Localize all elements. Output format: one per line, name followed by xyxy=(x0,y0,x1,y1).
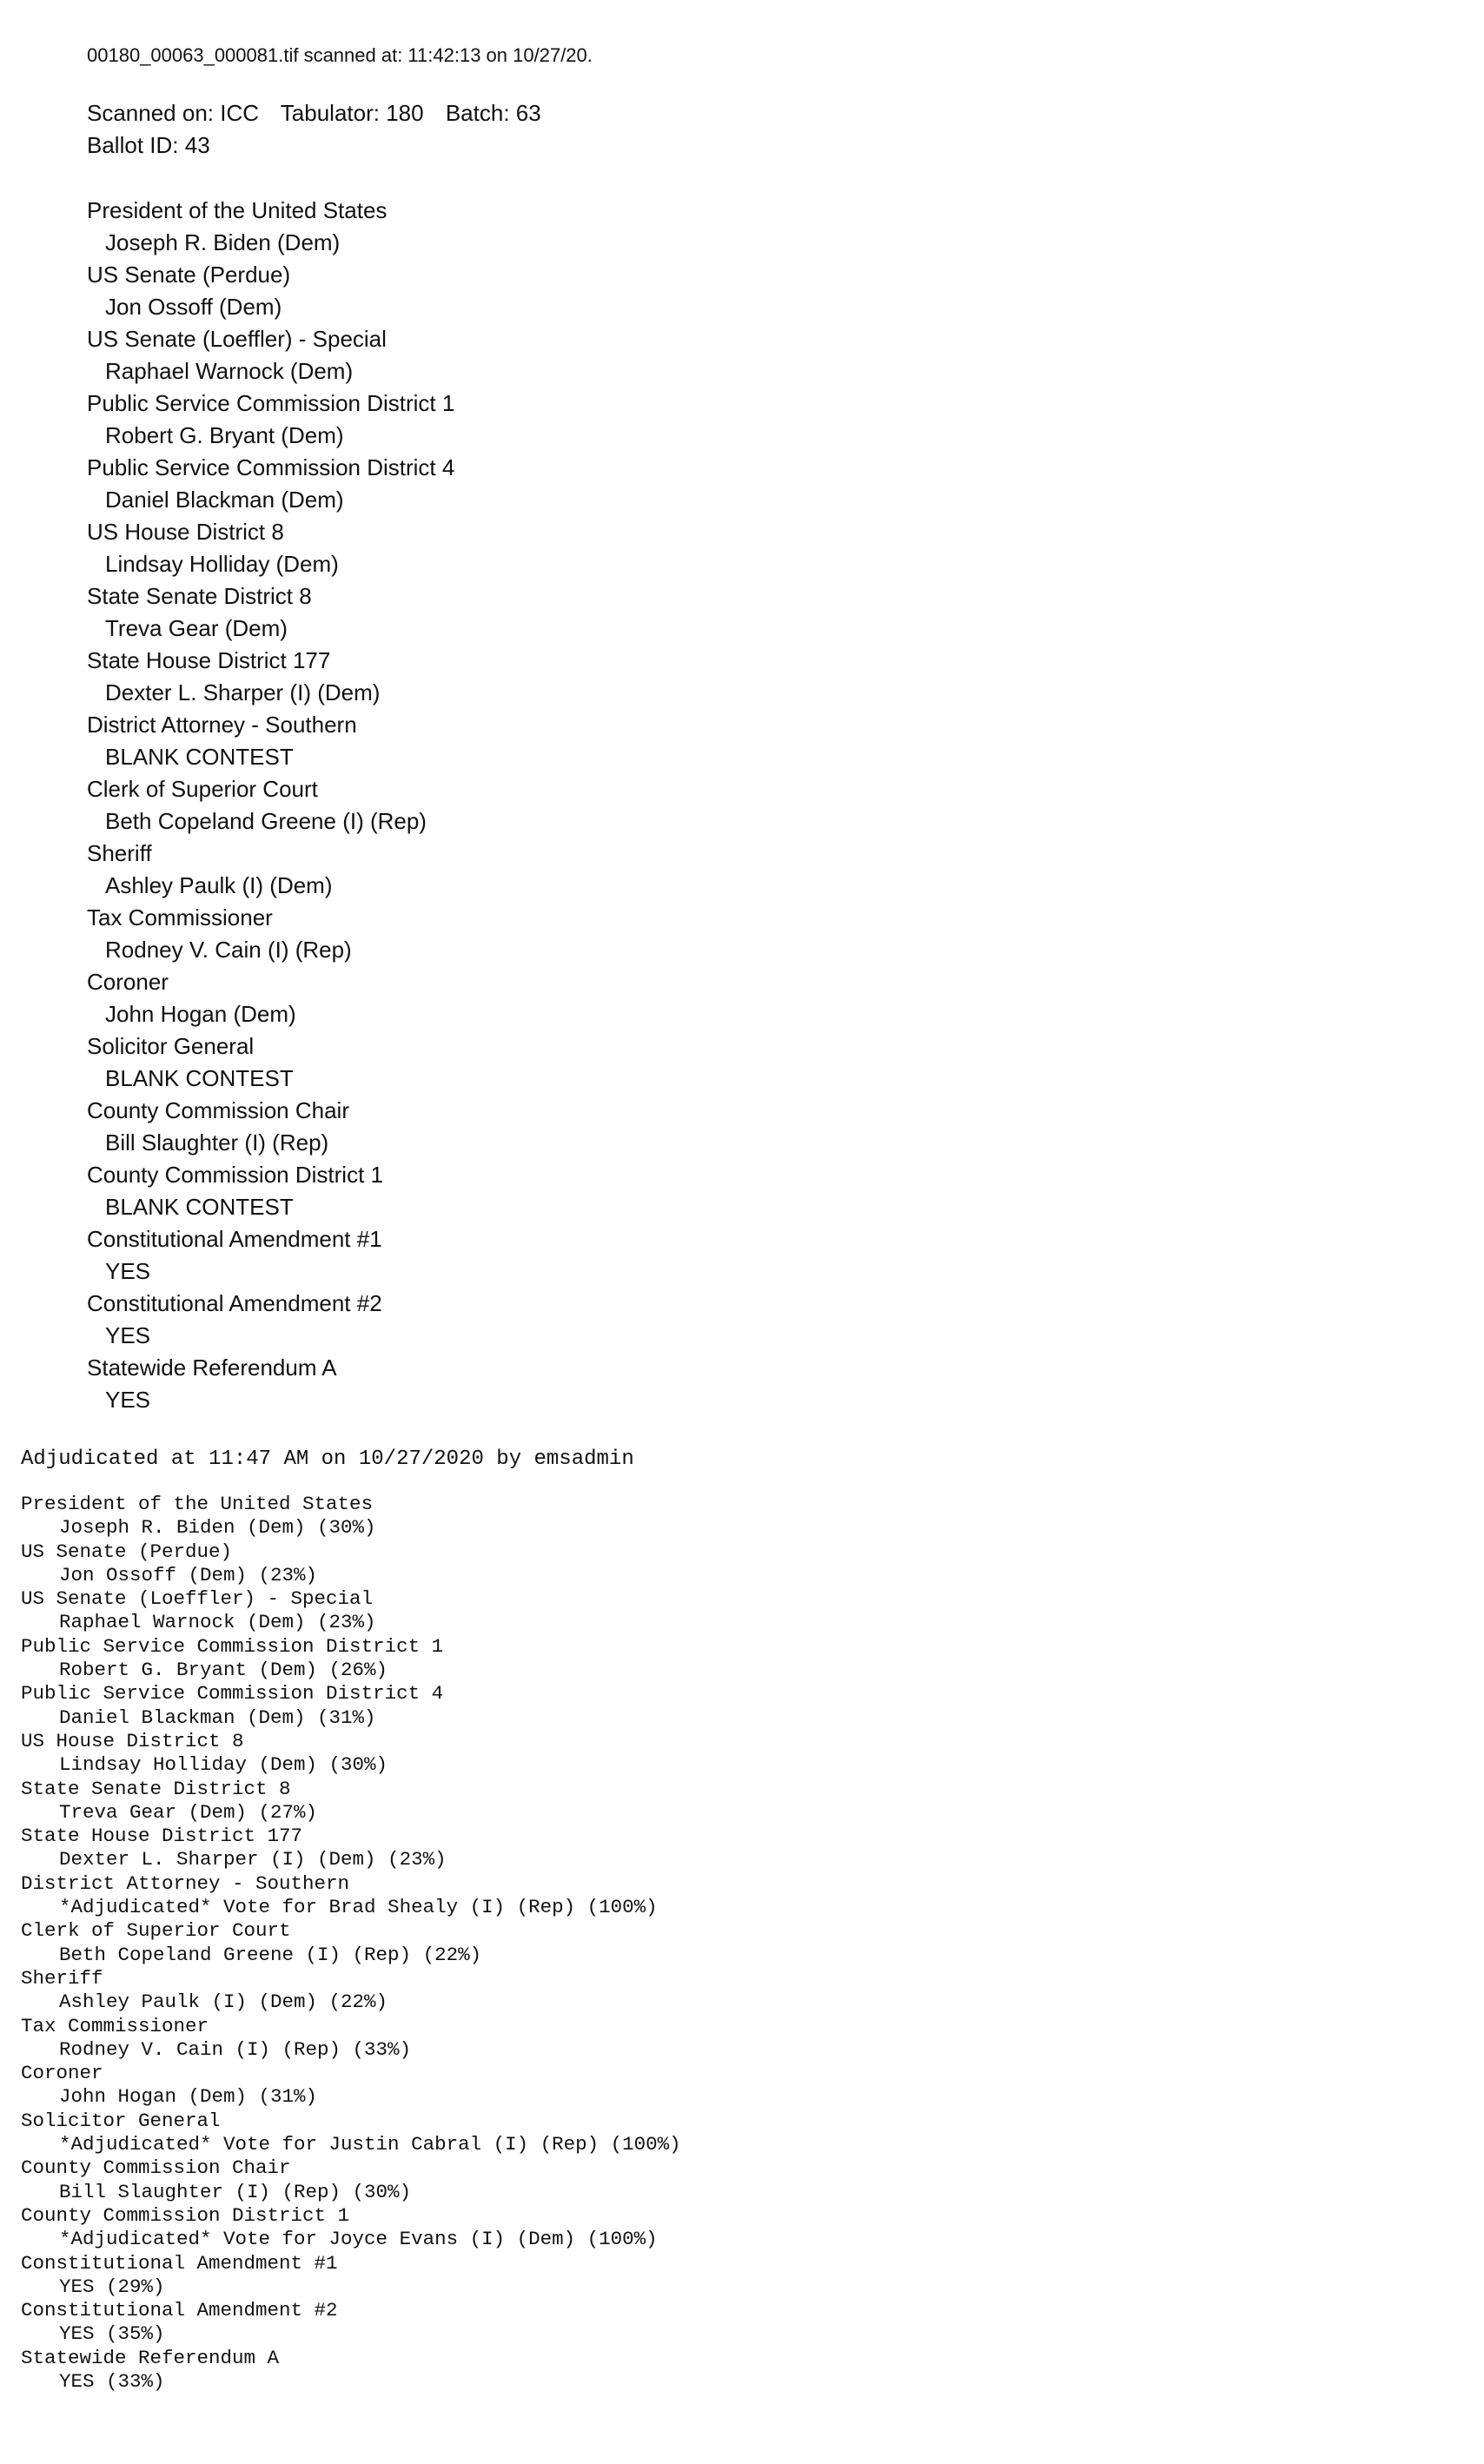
contest-choice: Joseph R. Biden (Dem) xyxy=(105,229,341,255)
contest-name: Sheriff xyxy=(87,840,152,866)
contest-choice: Dexter L. Sharper (I) (Dem) (23%) xyxy=(59,1848,447,1871)
contest-name: President of the United States xyxy=(87,197,388,223)
contest-choice: Daniel Blackman (Dem) xyxy=(105,487,344,513)
contest-name: County Commission District 1 xyxy=(21,2203,350,2227)
contest-name: Constitutional Amendment #1 xyxy=(21,2251,338,2275)
contest-choice: Treva Gear (Dem) xyxy=(105,615,288,641)
contest-choice: Treva Gear (Dem) (27%) xyxy=(59,1800,318,1824)
ballot-id-value: 43 xyxy=(184,132,210,158)
scanned-contest-list xyxy=(87,195,1390,1416)
ballot-id-label: Ballot ID: xyxy=(87,132,179,158)
contest-choice: Jon Ossoff (Dem) xyxy=(105,294,282,320)
contest-name: Public Service Commission District 4 xyxy=(87,454,455,480)
contest-name: District Attorney - Southern xyxy=(21,1871,350,1895)
contest-name: Solicitor General xyxy=(21,2109,221,2132)
contest-choice: John Hogan (Dem) xyxy=(105,1001,296,1027)
contest-choice: Bill Slaughter (I) (Rep) xyxy=(105,1129,329,1156)
contest-choice: Robert G. Bryant (Dem) xyxy=(105,422,344,448)
contest-choice: Robert G. Bryant (Dem) (26%) xyxy=(59,1659,388,1682)
contest-name: Sheriff xyxy=(21,1966,103,1990)
contest-choice: Beth Copeland Greene (I) (Rep) (22%) xyxy=(59,1943,482,1966)
contest-choice: BLANK CONTEST xyxy=(105,1194,294,1220)
batch-value: 63 xyxy=(515,100,541,126)
contest-name: Statewide Referendum A xyxy=(21,2346,280,2369)
scanned-on-value: ICC xyxy=(220,100,260,126)
contest-name: Tax Commissioner xyxy=(87,904,273,931)
contest-name: District Attorney - Southern xyxy=(87,712,357,738)
contest-name: County Commission Chair xyxy=(21,2156,291,2180)
scanner-info-line xyxy=(87,97,1390,129)
contest-choice: John Hogan (Dem) (31%) xyxy=(59,2085,318,2109)
contest-choice: YES (29%) xyxy=(59,2275,165,2298)
contest-name: Constitutional Amendment #2 xyxy=(87,1290,382,1316)
contest-name: US Senate (Perdue) xyxy=(87,262,291,288)
contest-name: Clerk of Superior Court xyxy=(87,776,318,802)
contest-choice: Dexter L. Sharper (I) (Dem) xyxy=(105,679,381,705)
ballot-metadata xyxy=(87,97,1390,162)
contest-choice: YES xyxy=(105,1387,151,1413)
contest-name: Clerk of Superior Court xyxy=(21,1919,291,1943)
contest-choice: Beth Copeland Greene (I) (Rep) xyxy=(105,808,427,834)
contest-name: Coroner xyxy=(87,969,169,995)
contest-choice: *Adjudicated* Vote for Joyce Evans (I) (Dem) (100%) xyxy=(59,2228,658,2251)
contest-choice: Lindsay Holliday (Dem) xyxy=(105,551,339,577)
tabulator-label: Tabulator: xyxy=(280,100,380,126)
contest-choice: BLANK CONTEST xyxy=(105,744,294,770)
contest-name: Public Service Commission District 1 xyxy=(87,390,455,416)
contest-name: State House District 177 xyxy=(21,1825,303,1848)
contest-choice: Raphael Warnock (Dem) xyxy=(105,358,354,384)
scanned-on-label: Scanned on: xyxy=(87,100,215,126)
contest-name: Statewide Referendum A xyxy=(87,1355,337,1381)
adjudication-record xyxy=(21,1446,1463,2394)
contest-name: President of the United States xyxy=(21,1493,374,1515)
contest-name: Solicitor General xyxy=(87,1033,255,1059)
contest-name: Public Service Commission District 4 xyxy=(21,1682,444,1706)
contest-choice: YES xyxy=(105,1322,151,1348)
contest-name: Public Service Commission District 1 xyxy=(21,1634,444,1658)
contest-choice: Rodney V. Cain (I) (Rep) (33%) xyxy=(59,2037,412,2061)
contest-choice: Ashley Paulk (I) (Dem) xyxy=(105,872,333,898)
contest-name: County Commission Chair xyxy=(87,1097,349,1123)
contest-choice: BLANK CONTEST xyxy=(105,1065,294,1091)
contest-choice: Jon Ossoff (Dem) (23%) xyxy=(59,1563,318,1586)
contest-name: US House District 8 xyxy=(21,1729,244,1752)
adjudicated-contest-list xyxy=(21,1493,1463,2394)
contest-choice: YES (35%) xyxy=(59,2322,165,2346)
contest-name: US House District 8 xyxy=(87,519,284,545)
scan-record xyxy=(87,38,1390,1416)
contest-choice: *Adjudicated* Vote for Brad Shealy (I) (Rep) (100%) xyxy=(59,1896,658,1919)
contest-choice: Joseph R. Biden (Dem) (30%) xyxy=(59,1516,376,1540)
contest-name: US Senate (Loeffler) - Special xyxy=(87,326,387,352)
contest-choice: Daniel Blackman (Dem) (31%) xyxy=(59,1706,376,1729)
contest-name: Constitutional Amendment #2 xyxy=(21,2299,338,2322)
contest-name: State Senate District 8 xyxy=(21,1777,291,1800)
contest-choice: Rodney V. Cain (I) (Rep) xyxy=(105,937,352,963)
contest-choice: Raphael Warnock (Dem) (23%) xyxy=(59,1611,376,1634)
contest-choice: Ashley Paulk (I) (Dem) (22%) xyxy=(59,1990,388,2014)
contest-name: State Senate District 8 xyxy=(87,583,312,609)
contest-name: Tax Commissioner xyxy=(21,2014,209,2037)
contest-name: State House District 177 xyxy=(87,647,331,673)
contest-name: Constitutional Amendment #1 xyxy=(87,1226,382,1252)
scan-filename-line: 00180_00063_000081.tif scanned at: 11:42:13 on 10/27/20. xyxy=(87,44,593,66)
contest-name: US Senate (Perdue) xyxy=(21,1540,233,1563)
contest-choice: Bill Slaughter (I) (Rep) (30%) xyxy=(59,2180,412,2203)
contest-name: Coroner xyxy=(21,2062,103,2085)
ballot-id-line xyxy=(87,129,1390,162)
contest-choice: Lindsay Holliday (Dem) (30%) xyxy=(59,1753,388,1777)
contest-name: US Senate (Loeffler) - Special xyxy=(21,1587,374,1611)
contest-choice: *Adjudicated* Vote for Justin Cabral (I) (Rep) (100%) xyxy=(59,2133,681,2156)
contest-choice: YES (33%) xyxy=(59,2369,165,2393)
batch-label: Batch: xyxy=(445,100,510,126)
contest-choice: YES xyxy=(105,1258,151,1284)
adjudication-line: Adjudicated at 11:47 AM on 10/27/2020 by emsadmin xyxy=(21,1447,634,1471)
contest-name: County Commission District 1 xyxy=(87,1162,383,1188)
tabulator-value: 180 xyxy=(386,100,424,126)
